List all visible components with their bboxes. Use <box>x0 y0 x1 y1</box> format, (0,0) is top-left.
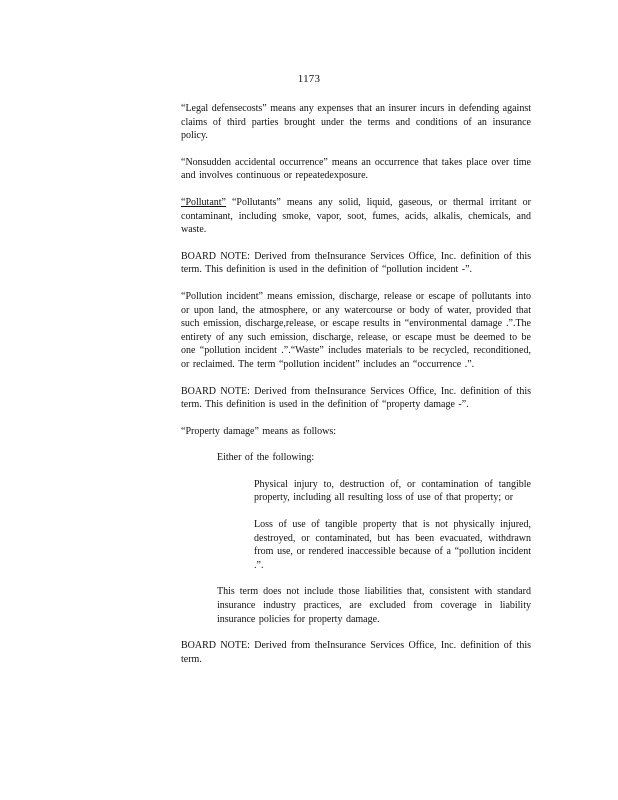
pollutants-text: “Pollutants” means any solid, liquid, gaseous, or thermal irritant or contaminant, including smoke, vapor, soot, fumes, acids, alkalis, chemicals, and waste. <box>181 196 531 236</box>
definition-legal-defense-costs: “Legal defensecosts” means any expenses that an insurer incurs in defending against claims of third parties brought under the terms and conditions of an insurance policy. <box>181 103 531 142</box>
board-note-pollutants: BOARD NOTE: Derived from theInsurance Services Office, Inc. definition of this term. This definition is used in the definition of “pollution incident -”. <box>181 250 531 276</box>
property-damage-physical-injury: Physical injury to, destruction of, or contamination of tangible property, including all resulting loss of use of that property; or <box>254 478 531 504</box>
property-damage-exclusion: This term does not include those liabilities that, consistent with standard insurance industry practices, are excluded from coverage in liability insurance policies for property damage. <box>217 586 531 625</box>
board-note-pollution-incident: BOARD NOTE: Derived from theInsurance Services Office, Inc. definition of this term. This definition is used in the definition of “property damage -”. <box>181 385 531 411</box>
definition-pollution-incident: “Pollution incident” means emission, discharge, release or escape of pollutants into or upon land, the atmosphere, or any watercourse or body of water, provided that such emission, discharge,release, or escape results in “environmental damage .”.The entirety of any such emission, discharge, release, or escape must be deemed to be one “pollution incident .”.“Waste” includes materials to be recycled, reconditioned, or reclaimed. The term “pollution incident” includes an “occurrence .”. <box>181 290 531 370</box>
definition-nonsudden-accidental-occurrence: “Nonsudden accidental occurrence” means an occurrence that takes place over time and involves continuous or repeatedexposure. <box>181 156 531 182</box>
definition-pollutants <box>181 196 531 237</box>
page-number: 1173 <box>297 73 321 85</box>
document-body <box>181 102 531 679</box>
property-damage-loss-of-use: Loss of use of tangible property that is not physically injured, destroyed, or contaminated, but has been evacuated, withdrawn from use, or rendered inaccessible because of a “pollution incident .”. <box>254 519 531 571</box>
property-damage-intro: Either of the following: <box>217 452 315 464</box>
deleted-term-pollutant: “Pollutant” <box>181 196 226 208</box>
board-note-property-damage: BOARD NOTE: Derived from theInsurance Services Office, Inc. definition of this term. <box>181 640 531 665</box>
definition-property-damage: “Property damage” means as follows: <box>181 425 337 437</box>
